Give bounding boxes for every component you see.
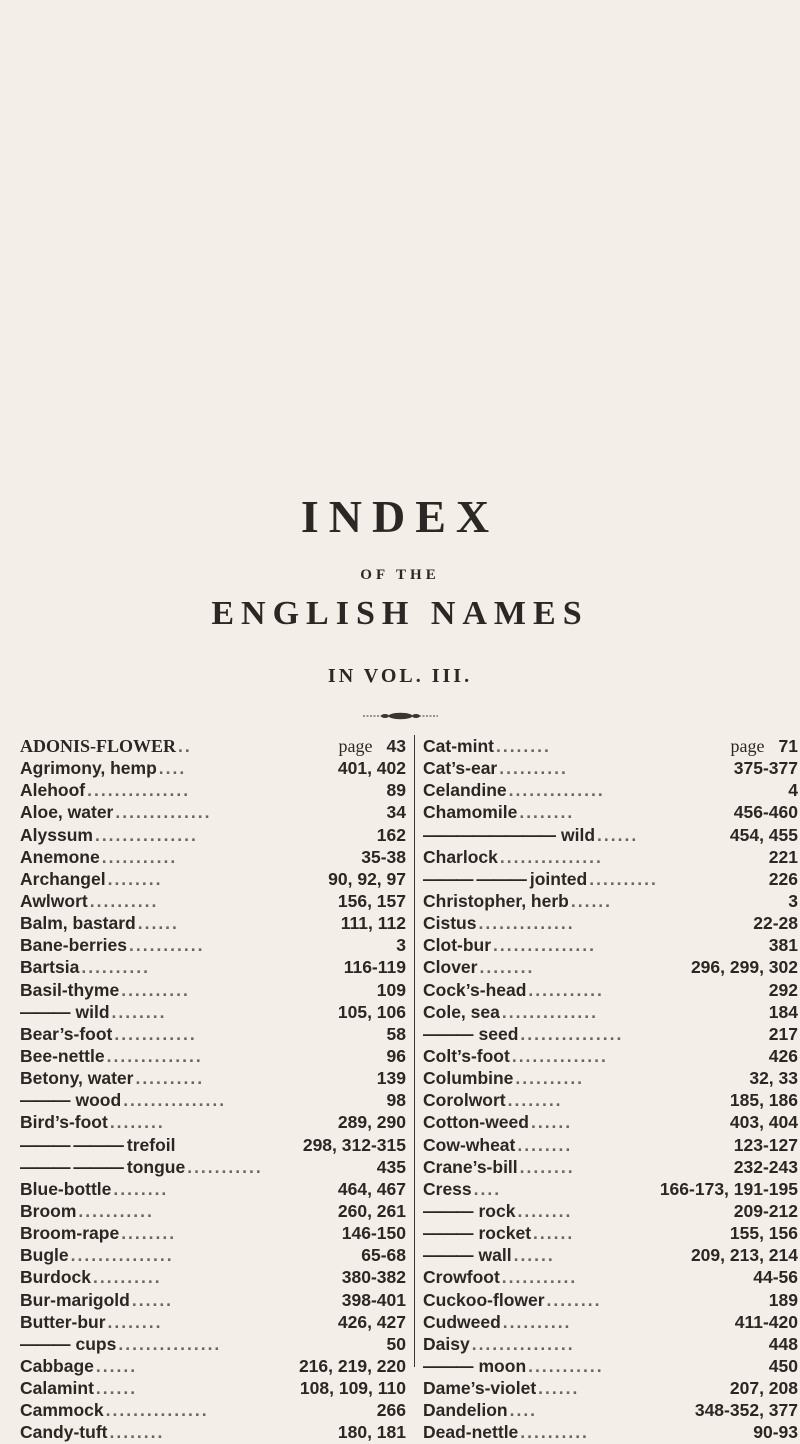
page-numbers: 105, 106 [337,1001,406,1022]
page-numbers: 435 [376,1156,406,1177]
index-term: Archangel [20,868,106,889]
page-numbers: 401, 402 [337,758,406,779]
dot-leader: .............. [115,802,212,823]
index-term: rocket [478,1223,532,1244]
page-numbers: 32, 33 [749,1068,798,1089]
dot-leader: ............ [114,1023,197,1044]
dot-leader: .......... [135,1068,205,1089]
page-numbers: 348-352, 377 [694,1400,798,1421]
index-entry [20,1200,406,1222]
index-entry [20,979,406,1001]
index-entry [423,846,798,868]
index-term: Blue-bottle [20,1178,112,1199]
index-term: Balm, bastard [20,913,136,934]
index-entry [20,1311,406,1333]
dot-leader: ........ [109,1422,165,1443]
dot-leader: ........... [101,846,178,867]
page-numbers: 111, 112 [340,913,406,934]
dot-leader: .......... [502,1311,572,1332]
index-term: Bear’s-foot [20,1023,113,1044]
index-entry [423,757,798,779]
page-numbers: 98 [386,1090,406,1111]
index-term: Butter-bur [20,1311,106,1332]
index-entry [20,801,406,823]
page-numbers: 464, 467 [337,1178,406,1199]
ditto-dash: ——— [423,1200,473,1221]
page-numbers: 116-119 [343,957,406,978]
index-entry [423,1023,798,1045]
index-entry [20,912,406,934]
index-entry [423,1266,798,1288]
index-term: Bee-nettle [20,1045,105,1066]
page-label: page [730,736,765,756]
index-column-right [423,735,798,1443]
ditto-dash: ——— [20,1090,70,1111]
page-numbers: 146-150 [341,1223,406,1244]
index-term: Dame’s-violet [423,1378,537,1399]
index-entry [423,934,798,956]
page-numbers: 411-420 [734,1311,798,1332]
dot-leader: .............. [106,1045,203,1066]
ditto-dash: ——— [423,1223,473,1244]
page-numbers: 260, 261 [337,1200,406,1221]
index-entry [423,1377,798,1399]
page-numbers: 426 [768,1045,798,1066]
dot-leader: ............... [87,780,191,801]
index-entry [20,1421,406,1443]
index-term: Aloe, water [20,802,114,823]
index-entry [423,1067,798,1089]
index-term: Celandine [423,780,507,801]
index-term: jointed [529,868,588,889]
index-term: Cistus [423,913,477,934]
dot-leader: ........ [519,1156,575,1177]
dot-leader: ............... [118,1333,222,1354]
index-title: INDEX [300,491,500,542]
dot-leader: ............... [94,824,198,845]
dot-leader: .......... [520,1422,589,1443]
index-term: Basil-thyme [20,979,120,1000]
index-entry [20,1266,406,1288]
index-subtitle-of: OF THE [360,567,440,583]
index-entry [423,1289,798,1311]
index-term: Burdock [20,1267,91,1288]
page-numbers: 43 [386,736,406,756]
dot-leader: ........ [546,1289,602,1310]
dot-leader: ............... [123,1090,227,1111]
ditto-dash: ——— ——— [423,868,526,889]
index-term: Christopher, herb [423,890,569,911]
index-term: Cat’s-ear [423,758,498,779]
index-entry [423,1001,798,1023]
index-term: seed [478,1023,519,1044]
index-term: Bur-marigold [20,1289,130,1310]
index-entry [423,956,798,978]
page-numbers: 448 [768,1333,798,1354]
page-numbers: 58 [386,1023,406,1044]
index-term: Candy-tuft [20,1422,108,1443]
index-entry [423,1355,798,1377]
dot-leader: .......... [89,890,159,911]
page-numbers: 185, 186 [729,1090,798,1111]
index-entry [20,1377,406,1399]
ditto-dash: ———————— [423,824,555,845]
index-term: Bane-berries [20,935,127,956]
index-entry [20,934,406,956]
page-numbers: 426, 427 [337,1311,406,1332]
index-term: trefoil [126,1134,176,1155]
page-numbers: 226 [768,868,798,889]
index-term: Dead-nettle [423,1422,519,1443]
dot-leader: ...... [131,1289,174,1310]
page-numbers: 96 [386,1045,406,1066]
page-numbers: 162 [376,824,406,845]
dot-leader: .......... [589,868,658,889]
dot-leader: .......... [499,758,568,779]
page-numbers: 380-382 [341,1267,406,1288]
index-term: Cow-wheat [423,1134,516,1155]
ditto-dash: ——— ——— [20,1156,123,1177]
dot-leader: .... [158,758,187,779]
index-term: Cress [423,1178,472,1199]
dot-leader: .......... [81,957,150,978]
index-term: Betony, water [20,1068,134,1089]
index-term: Cole, sea [423,1001,500,1022]
column-divider [414,735,415,1367]
index-term: Charlock [423,846,498,867]
page-numbers: 3 [788,890,798,911]
index-entry [423,912,798,934]
dot-leader: ........ [519,802,575,823]
index-term: Broom [20,1200,77,1221]
page-numbers: 108, 109, 110 [299,1378,406,1399]
index-entry [20,1045,406,1067]
index-entry [423,1134,798,1156]
page-numbers: 123-127 [733,1134,798,1155]
dot-leader: ...... [513,1245,555,1266]
index-entry [423,1311,798,1333]
page-numbers: 184 [768,1001,798,1022]
index-term: Bartsia [20,957,80,978]
index-entry [423,1178,798,1200]
page-numbers: 298, 312-315 [302,1134,406,1155]
index-entry [423,1399,798,1421]
dot-leader: ............... [493,935,596,956]
page-numbers: 35-38 [361,846,406,867]
index-term: Clot-bur [423,935,492,956]
index-term: wall [478,1245,512,1266]
index-term: Cuckoo-flower [423,1289,545,1310]
page-label: page [338,736,373,756]
page-numbers: 156, 157 [337,890,406,911]
index-entry [20,824,406,846]
index-entry [20,868,406,890]
index-entry [20,1333,406,1355]
dot-leader: ........... [528,979,604,1000]
index-entry [423,735,798,757]
dot-leader: ........ [507,1090,563,1111]
index-term: Cabbage [20,1355,94,1376]
index-entry [20,1222,406,1244]
index-entry [423,1045,798,1067]
page-numbers: 90, 92, 97 [328,868,406,889]
ditto-dash: ——— [423,1023,473,1044]
index-entry [20,1289,406,1311]
dot-leader: ........... [528,1355,604,1376]
dot-leader: ............... [499,846,603,867]
dot-leader: ...... [530,1112,573,1133]
ditto-dash: ——— [20,1333,70,1354]
dot-leader: .............. [511,1045,608,1066]
page-numbers: 403, 404 [729,1112,798,1133]
index-term: Cock’s-head [423,979,527,1000]
index-term: Anemone [20,846,100,867]
ditto-dash: ——— [20,1001,70,1022]
ditto-dash: ——— [423,1355,473,1376]
index-term: Clover [423,957,478,978]
index-term: moon [478,1355,527,1376]
index-entry [20,1244,406,1266]
index-term: Chamomile [423,802,518,823]
index-term: Cammock [20,1400,104,1421]
dot-leader: ............... [70,1245,174,1266]
index-entry [423,1156,798,1178]
page-numbers: 209, 213, 214 [690,1245,798,1266]
index-entry [423,824,798,846]
page-numbers: 109 [376,979,406,1000]
page-numbers: 266 [376,1400,406,1421]
index-entry [20,1001,406,1023]
index-term: Dandelion [423,1400,508,1421]
page-numbers: 44-56 [753,1267,798,1288]
page-numbers: 4 [788,780,798,801]
page-numbers: 381 [768,935,798,956]
dot-leader: .............. [501,1001,598,1022]
index-entry [20,1355,406,1377]
dot-leader: ........ [111,1001,167,1022]
dot-leader: ...... [533,1223,575,1244]
index-volume: IN VOL. III. [327,665,473,687]
index-term: rock [478,1200,516,1221]
page-numbers: 375-377 [733,758,798,779]
page-numbers: 34 [386,802,406,823]
index-entry [20,1023,406,1045]
index-term: cups [75,1333,117,1354]
dot-leader: ...... [95,1378,138,1399]
dot-leader: ...... [538,1378,580,1399]
index-term: Agrimony, hemp [20,758,157,779]
index-term: Alehoof [20,780,86,801]
index-term: Cat-mint [423,736,494,756]
index-entry [20,1134,406,1156]
index-term: wild [75,1001,110,1022]
dot-leader: ............... [520,1023,624,1044]
page-numbers: 292 [768,979,798,1000]
page-numbers: 71 [778,736,798,756]
dot-leader: .............. [478,913,575,934]
index-term: tongue [126,1156,186,1177]
page-numbers: 221 [768,846,798,867]
index-entry [20,890,406,912]
dot-leader: ...... [570,890,613,911]
page-numbers: 216, 219, 220 [298,1355,406,1376]
index-term: Alyssum [20,824,93,845]
page-numbers: 217 [768,1023,798,1044]
page-numbers: 209-212 [733,1200,798,1221]
index-entry [20,1156,406,1178]
page-numbers: 90-93 [753,1422,798,1443]
index-term: Corolwort [423,1090,506,1111]
index-entry [423,779,798,801]
index-entry [20,956,406,978]
dot-leader: ........... [78,1200,154,1221]
dot-leader: ........... [129,935,205,956]
page-numbers: 454, 455 [729,824,798,845]
index-term: Daisy [423,1333,470,1354]
dot-leader: .......... [121,979,190,1000]
page-numbers: 3 [396,935,406,956]
dot-leader: .... [509,1400,538,1421]
index-entry [20,846,406,868]
index-term: Columbine [423,1068,514,1089]
dot-leader: ............... [105,1400,209,1421]
page-numbers: 50 [386,1333,406,1354]
dot-leader: .......... [515,1068,585,1089]
index-entry [423,868,798,890]
page-numbers: 456-460 [733,802,798,823]
index-term: Colt’s-foot [423,1045,510,1066]
page-numbers: 398-401 [341,1289,406,1310]
index-term: Cotton-weed [423,1112,529,1133]
index-entry [423,890,798,912]
page-numbers: 89 [386,780,406,801]
dot-leader: ........ [479,957,535,978]
index-column-left [20,735,406,1443]
ornament-rule-icon [363,711,438,721]
dot-leader: ........ [107,1311,163,1332]
index-entry [20,779,406,801]
page-numbers: 232-243 [733,1156,798,1177]
index-term: Broom-rape [20,1223,120,1244]
dot-leader: ........ [517,1134,573,1155]
index-entry [20,1111,406,1133]
index-entry [20,1067,406,1089]
page-numbers: 65-68 [361,1245,406,1266]
index-term: Cudweed [423,1311,501,1332]
index-entry [423,1111,798,1133]
page-numbers: 296, 299, 302 [690,957,798,978]
ditto-dash: ——— [423,1245,473,1266]
dot-leader: .. [178,736,192,756]
dot-leader: ........... [501,1267,578,1288]
index-term: Crowfoot [423,1267,500,1288]
index-entry [20,1089,406,1111]
dot-leader: .............. [508,780,605,801]
dot-leader: ........... [187,1156,263,1177]
dot-leader: ........ [121,1223,177,1244]
index-term: wild [561,824,596,845]
dot-leader: ........ [517,1200,573,1221]
ditto-dash: ——— ——— [20,1134,123,1155]
page-numbers: 139 [376,1068,406,1089]
dot-leader: .......... [92,1267,162,1288]
index-entry [20,1399,406,1421]
index-entry [423,979,798,1001]
index-entry [423,801,798,823]
dot-leader: ........ [109,1112,165,1133]
index-term: Crane’s-bill [423,1156,518,1177]
index-term: Bugle [20,1245,69,1266]
page-numbers: 180, 181 [337,1422,406,1443]
index-term: ADONIS-FLOWER [20,736,177,756]
dot-leader: ...... [137,913,179,934]
page-numbers: 155, 156 [729,1223,798,1244]
index-term: Bird’s-foot [20,1112,108,1133]
index-entry [423,1200,798,1222]
index-entry [423,1089,798,1111]
index-entry [423,1333,798,1355]
page-numbers: 289, 290 [337,1112,406,1133]
index-term: Awlwort [20,890,88,911]
page-numbers: 189 [768,1289,798,1310]
dot-leader: ...... [95,1355,138,1376]
index-term: Calamint [20,1378,94,1399]
dot-leader: ............... [471,1333,575,1354]
dot-leader: ........ [495,736,551,756]
index-entry [423,1244,798,1266]
page-numbers: 450 [768,1355,798,1376]
index-entry [423,1421,798,1443]
page-numbers: 166-173, 191-195 [659,1178,798,1199]
index-subtitle-names: ENGLISH NAMES [211,595,589,632]
page-numbers: 207, 208 [729,1378,798,1399]
page-numbers: 22-28 [753,913,798,934]
index-entry [423,1222,798,1244]
index-entry [20,735,406,757]
dot-leader: ...... [597,824,639,845]
dot-leader: .... [473,1178,502,1199]
index-entry [20,1178,406,1200]
dot-leader: ........ [107,868,163,889]
dot-leader: ........ [113,1178,169,1199]
index-entry [20,757,406,779]
index-term: wood [75,1090,122,1111]
